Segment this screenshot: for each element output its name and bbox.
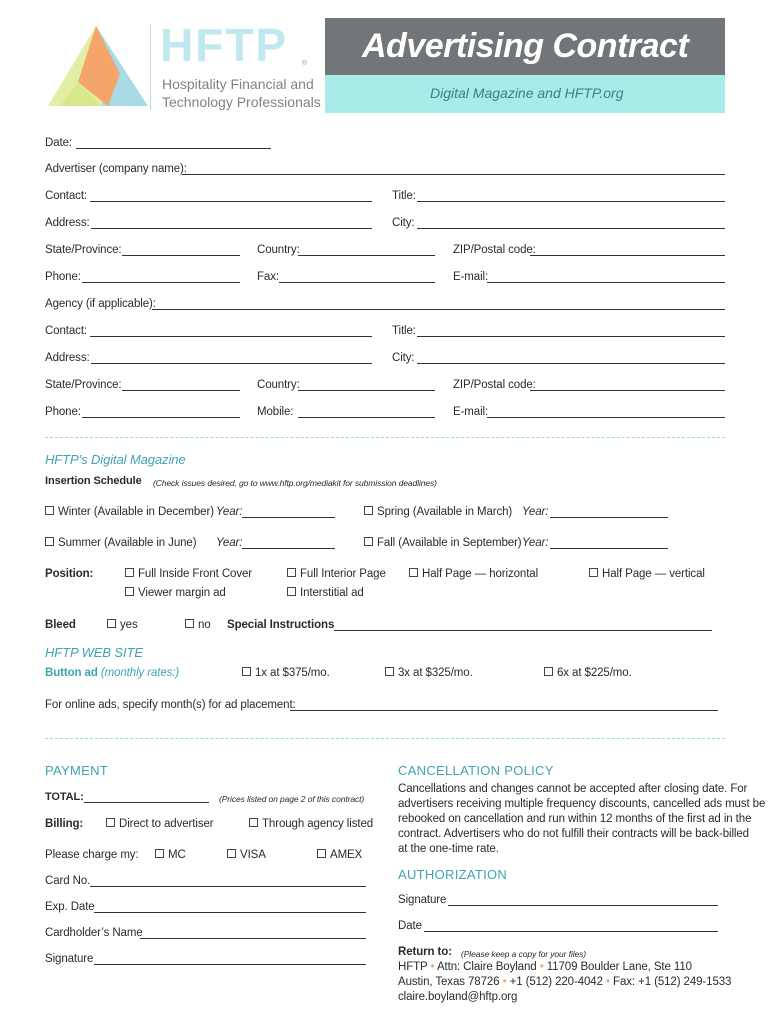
cancellation-line-4: contract. Advertisers who do not fulfill their contracts will be back-billed — [398, 828, 749, 840]
winter-label: Winter (Available in December) — [58, 506, 214, 518]
bleed-yes-label: yes — [120, 619, 138, 631]
bullet-icon: • — [605, 976, 610, 988]
title-label: Title: — [392, 190, 416, 202]
checkbox-icon[interactable] — [155, 849, 164, 858]
street-text: 11709 Boulder Lane, Ste 110 — [546, 961, 692, 973]
title-field[interactable] — [417, 201, 725, 202]
magazine-heading: HFTP’s Digital Magazine — [45, 452, 186, 467]
section-divider — [45, 437, 725, 438]
attn-text: Attn: Claire Boyland — [436, 961, 537, 973]
cancellation-line-5: at the one-time rate. — [398, 843, 499, 855]
authorization-heading: AUTHORIZATION — [398, 867, 508, 882]
checkbox-icon[interactable] — [125, 568, 134, 577]
phone-field[interactable] — [82, 282, 240, 283]
date-field[interactable] — [76, 148, 271, 149]
rate-1x-label: 1x at $375/mo. — [255, 667, 330, 679]
direct-billing-checkbox[interactable] — [106, 817, 214, 831]
auth-signature-field[interactable] — [448, 905, 718, 906]
fall-year-field[interactable] — [550, 548, 668, 549]
auth-signature-label: Signature — [398, 894, 447, 906]
agency-label: Agency (if applicable): — [45, 298, 156, 310]
agency-state-label: State/Province: — [45, 379, 122, 391]
bullet-icon: • — [539, 961, 544, 973]
agency-email-field[interactable] — [487, 417, 725, 418]
return-note: (Please keep a copy for your files) — [461, 949, 587, 959]
company-label: Advertiser (company name): — [45, 163, 187, 175]
checkbox-icon[interactable] — [249, 818, 258, 827]
spring-year-label: Year: — [522, 506, 549, 518]
insertion-label: Insertion Schedule — [45, 475, 142, 487]
date-label: Date: — [45, 137, 72, 149]
agency-title-field[interactable] — [417, 336, 725, 337]
checkbox-icon[interactable] — [287, 568, 296, 577]
payment-signature-label: Signature — [45, 953, 94, 965]
city-field[interactable] — [417, 228, 725, 229]
checkbox-icon[interactable] — [589, 568, 598, 577]
insertion-note: (Check issues desired, go to www.hftp.org/mediakit for submission deadlines) — [153, 478, 437, 488]
checkbox-icon[interactable] — [317, 849, 326, 858]
city-label: City: — [392, 217, 415, 229]
zip-field[interactable] — [530, 255, 725, 256]
mc-label: MC — [168, 849, 186, 861]
bullet-icon: • — [502, 976, 507, 988]
bleed-label: Bleed — [45, 619, 76, 631]
cancellation-line-2: advertisers receiving multiple frequency discounts, cancelled ads must be — [398, 798, 766, 810]
checkbox-icon[interactable] — [185, 619, 194, 628]
visa-label: VISA — [240, 849, 266, 861]
cancellation-heading: CANCELLATION POLICY — [398, 763, 554, 778]
spring-year-field[interactable] — [550, 517, 668, 518]
button-ad-label — [45, 666, 179, 680]
checkbox-icon[interactable] — [242, 667, 251, 676]
rate-1x-checkbox[interactable] — [242, 666, 330, 680]
agency-address-field[interactable] — [91, 363, 372, 364]
cardholder-field[interactable] — [140, 938, 366, 939]
summer-year-label: Year: — [216, 537, 243, 549]
amex-checkbox[interactable] — [317, 848, 362, 862]
position-full-inside-front-cover[interactable] — [125, 567, 252, 581]
rate-3x-label: 3x at $325/mo. — [398, 667, 473, 679]
agency-phone-label: Phone: — [45, 406, 81, 418]
agency-address-label: Address: — [45, 352, 90, 364]
section-divider — [45, 738, 725, 739]
checkbox-icon[interactable] — [107, 619, 116, 628]
return-address-line-2 — [398, 975, 731, 989]
agency-title-label: Title: — [392, 325, 416, 337]
agency-field[interactable] — [152, 309, 725, 310]
zip-label: ZIP/Postal code: — [453, 244, 536, 256]
country-label: Country: — [257, 244, 300, 256]
agency-city-label: City: — [392, 352, 415, 364]
logo-text: HFTP — [160, 19, 289, 71]
summer-label: Summer (Available in June) — [58, 537, 197, 549]
exp-date-label: Exp. Date — [45, 901, 95, 913]
months-field[interactable] — [290, 710, 718, 711]
position-half-page-vertical[interactable] — [589, 567, 705, 581]
winter-checkbox[interactable] — [45, 505, 214, 519]
exp-date-field[interactable] — [94, 912, 366, 913]
rate-6x-checkbox[interactable] — [544, 666, 632, 680]
agency-country-label: Country: — [257, 379, 300, 391]
auth-date-field[interactable] — [424, 931, 718, 932]
agency-zip-label: ZIP/Postal code: — [453, 379, 536, 391]
contact-label: Contact: — [45, 190, 88, 202]
agency-billing-label: Through agency listed — [262, 818, 374, 830]
spring-checkbox[interactable] — [364, 505, 512, 519]
cardholder-label: Cardholder’s Name — [45, 927, 143, 939]
total-label: TOTAL: — [45, 791, 84, 803]
org-name-line1: Hospitality Financial and — [162, 76, 314, 92]
button-ad-text: Button ad — [45, 667, 98, 679]
bleed-no-label: no — [198, 619, 211, 631]
special-instructions-label: Special Instructions — [227, 619, 335, 631]
agency-mobile-field[interactable] — [298, 417, 435, 418]
checkbox-icon[interactable] — [364, 506, 373, 515]
phone-text: +1 (512) 220-4042 — [509, 976, 603, 988]
summer-year-field[interactable] — [242, 548, 335, 549]
return-address-line-1 — [398, 960, 692, 974]
address-field[interactable] — [91, 228, 372, 229]
checkbox-icon[interactable] — [125, 587, 134, 596]
cancellation-line-1: Cancellations and changes cannot be accepted after closing date. For — [398, 783, 748, 795]
summer-checkbox[interactable] — [45, 536, 196, 550]
visa-checkbox[interactable] — [227, 848, 266, 862]
months-label: For online ads, specify month(s) for ad placement: — [45, 699, 296, 711]
checkbox-icon[interactable] — [385, 667, 394, 676]
option-label: Interstitial ad — [300, 587, 364, 599]
bleed-yes-checkbox[interactable] — [107, 618, 138, 632]
option-label: Half Page — horizontal — [422, 568, 539, 580]
option-label: Full Inside Front Cover — [138, 568, 253, 580]
address-label: Address: — [45, 217, 90, 229]
email-label: E-mail: — [453, 271, 489, 283]
agency-zip-field[interactable] — [530, 390, 725, 391]
state-label: State/Province: — [45, 244, 122, 256]
email-field[interactable] — [487, 282, 725, 283]
option-label: Half Page — vertical — [602, 568, 705, 580]
rate-6x-label: 6x at $225/mo. — [557, 667, 632, 679]
agency-state-field[interactable] — [122, 390, 240, 391]
charge-label: Please charge my: — [45, 849, 139, 861]
mc-checkbox[interactable] — [155, 848, 186, 862]
agency-contact-field[interactable] — [90, 336, 372, 337]
phone-label: Phone: — [45, 271, 81, 283]
fall-checkbox[interactable] — [364, 536, 522, 550]
org-name-line2: Technology Professionals — [162, 94, 321, 110]
agency-contact-label: Contact: — [45, 325, 88, 337]
bleed-no-checkbox[interactable] — [185, 618, 211, 632]
auth-date-label: Date — [398, 920, 422, 932]
direct-billing-label: Direct to advertiser — [119, 818, 214, 830]
agency-email-label: E-mail: — [453, 406, 489, 418]
card-no-field[interactable] — [90, 886, 366, 887]
country-field[interactable] — [298, 255, 435, 256]
position-interstitial-ad[interactable] — [287, 586, 364, 600]
agency-city-field[interactable] — [417, 363, 725, 364]
fax-field[interactable] — [279, 282, 435, 283]
agency-country-field[interactable] — [298, 390, 435, 391]
rate-3x-checkbox[interactable] — [385, 666, 473, 680]
city-text: Austin, Texas 78726 — [398, 976, 500, 988]
winter-year-field[interactable] — [242, 517, 335, 518]
trademark: ® — [302, 60, 308, 67]
checkbox-icon[interactable] — [45, 506, 54, 515]
payment-heading: PAYMENT — [45, 763, 109, 778]
checkbox-icon[interactable] — [287, 587, 296, 596]
checkbox-icon[interactable] — [227, 849, 236, 858]
page-title: Advertising Contract — [362, 27, 689, 65]
org-text: HFTP — [398, 961, 428, 973]
website-heading: HFTP WEB SITE — [45, 645, 143, 660]
total-note: (Prices listed on page 2 of this contract) — [219, 794, 365, 804]
option-label: Viewer margin ad — [138, 587, 226, 599]
option-label: Full Interior Page — [300, 568, 386, 580]
return-to-label: Return to: — [398, 946, 452, 958]
billing-label: Billing: — [45, 818, 84, 830]
position-full-interior-page[interactable] — [287, 567, 386, 581]
fax-label: Fax: — [257, 271, 279, 283]
card-no-label: Card No. — [45, 875, 91, 887]
checkbox-icon[interactable] — [409, 568, 418, 577]
bullet-icon: • — [430, 961, 435, 973]
payment-signature-field[interactable] — [94, 964, 366, 965]
state-field[interactable] — [122, 255, 240, 256]
checkbox-icon[interactable] — [106, 818, 115, 827]
return-email[interactable]: claire.boyland@hftp.org — [398, 991, 518, 1003]
checkbox-icon[interactable] — [45, 537, 54, 546]
spring-label: Spring (Available in March) — [377, 506, 513, 518]
special-instructions-field[interactable] — [334, 630, 712, 631]
contact-field[interactable] — [90, 201, 372, 202]
agency-phone-field[interactable] — [82, 417, 240, 418]
checkbox-icon[interactable] — [364, 537, 373, 546]
position-label: Position: — [45, 568, 94, 580]
total-field[interactable] — [84, 802, 209, 803]
position-viewer-margin-ad[interactable] — [125, 586, 226, 600]
fax-text: Fax: +1 (512) 249-1533 — [613, 976, 732, 988]
agency-mobile-label: Mobile: — [257, 406, 294, 418]
winter-year-label: Year: — [216, 506, 243, 518]
page-subtitle: Digital Magazine and HFTP.org — [430, 85, 624, 101]
checkbox-icon[interactable] — [544, 667, 553, 676]
logo-triangle-icon — [40, 22, 152, 110]
position-half-page-horizontal[interactable] — [409, 567, 538, 581]
agency-billing-checkbox[interactable] — [249, 817, 373, 831]
company-field[interactable] — [182, 174, 725, 175]
rates-note: (monthly rates:) — [100, 667, 180, 679]
fall-label: Fall (Available in September) — [377, 537, 522, 549]
cancellation-line-3: rebooked on cancellation and run within 12 months of the first ad in the — [398, 813, 752, 825]
fall-year-label: Year: — [522, 537, 549, 549]
amex-label: AMEX — [330, 849, 363, 861]
